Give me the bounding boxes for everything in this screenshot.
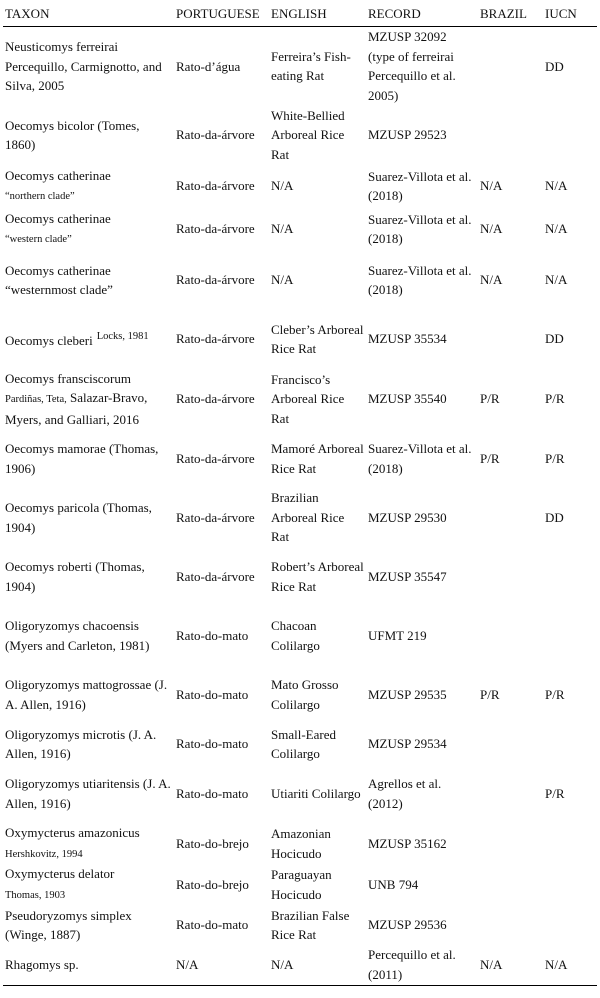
cell-portuguese: Rato-da-árvore — [176, 391, 255, 406]
cell-record: MZUSP 32092 (type of ferreirai Percequillo et al. 2005) — [368, 29, 456, 103]
cell-iucn — [543, 724, 597, 764]
header-portuguese: PORTUGUESE — [174, 4, 269, 27]
cell-taxon: Oecomys catherinae “westernmost clade” — [5, 262, 113, 297]
cell-portuguese: Rato-do-mato — [176, 736, 249, 752]
table-row — [3, 310, 597, 369]
cell-portuguese: Rato-do-mato — [176, 686, 249, 702]
cell-portuguese: Rato-do-mato — [176, 917, 249, 933]
table-row — [3, 429, 597, 488]
cell-english: N/A — [271, 178, 294, 194]
cell-english: Francisco’s Arboreal Rice Rat — [271, 371, 345, 426]
cell-iucn: P/R — [545, 391, 565, 406]
cell-record: MZUSP 29536 — [368, 917, 447, 933]
cell-iucn: DD — [545, 331, 564, 347]
table-row — [3, 945, 597, 985]
cell-iucn: N/A — [545, 272, 568, 288]
cell-record: Suarez-Villota et al. (2018) — [368, 168, 472, 203]
cell-english: Cleber’s Arboreal Rice Rat — [271, 321, 364, 356]
taxon-author: Locks, 1981 — [96, 331, 149, 343]
table-row — [3, 369, 597, 430]
table-row — [3, 864, 597, 905]
cell-record: Agrellos et al. (2012) — [368, 776, 442, 811]
taxon-author: Pardiñas, Teta, — [5, 394, 67, 405]
cell-brazil — [478, 864, 543, 905]
cell-brazil — [478, 488, 543, 547]
cell-iucn — [543, 606, 597, 665]
cell-portuguese: Rato-do-mato — [176, 785, 249, 801]
cell-portuguese: Rato-da-árvore — [176, 178, 255, 194]
cell-english: Utiariti Colilargo — [271, 785, 361, 801]
table-row — [3, 208, 597, 251]
cell-taxon: Oligoryzomys microtis (J. A. Allen, 1916) — [5, 726, 157, 761]
cell-taxon: Oecomys bicolor (Tomes, 1860) — [5, 117, 140, 152]
cell-iucn — [543, 864, 597, 905]
cell-english: Mamoré Arboreal Rice Rat — [271, 441, 364, 476]
cell-brazil — [478, 547, 543, 606]
cell-brazil: N/A — [480, 178, 503, 194]
cell-record: UFMT 219 — [368, 627, 427, 643]
cell-portuguese: Rato-do-brejo — [176, 876, 249, 892]
cell-iucn — [543, 905, 597, 945]
header-taxon: TAXON — [3, 4, 174, 27]
cell-portuguese: Rato-da-árvore — [176, 568, 255, 584]
cell-record: UNB 794 — [368, 876, 419, 892]
cell-record: MZUSP 29534 — [368, 736, 447, 752]
taxon-qualifier: “western clade” — [5, 234, 72, 245]
taxon-name: Oxymycterus delator — [5, 866, 115, 881]
cell-brazil: N/A — [480, 221, 503, 237]
header-brazil: BRAZIL — [478, 4, 543, 27]
taxon-name: Oxymycterus amazonicus — [5, 825, 140, 840]
cell-taxon: Pseudoryzomys simplex (Winge, 1887) — [5, 907, 132, 942]
cell-iucn: N/A — [543, 945, 597, 985]
cell-taxon: Oligoryzomys utiaritensis (J. A. Allen, 1916) — [5, 776, 171, 811]
table-row — [3, 488, 597, 547]
taxon-author: Hershkovitz, 1994 — [5, 848, 83, 860]
cell-record: Percequillo et al. (2011) — [366, 945, 478, 985]
cell-brazil — [478, 310, 543, 369]
cell-iucn — [543, 547, 597, 606]
cell-portuguese: Rato-da-árvore — [176, 127, 255, 143]
taxon-name: Oecomys cleberi — [5, 333, 93, 349]
cell-english: N/A — [271, 272, 294, 288]
cell-record: MZUSP 35547 — [368, 568, 447, 584]
cell-portuguese: Rato-do-mato — [176, 627, 249, 643]
table-row — [3, 547, 597, 606]
cell-taxon — [3, 864, 174, 905]
cell-iucn — [543, 823, 597, 864]
cell-taxon: Oligoryzomys chacoensis (Myers and Carleton, 1981) — [5, 618, 150, 653]
cell-record: Suarez-Villota et al. (2018) — [368, 211, 472, 246]
cell-record: Suarez-Villota et al. (2018) — [368, 262, 472, 297]
cell-taxon — [3, 369, 174, 430]
cell-taxon: Oecomys paricola (Thomas, 1904) — [5, 500, 152, 535]
taxon-author: Thomas, 1903 — [5, 889, 66, 901]
taxon-name: Oecomys catherinae — [5, 167, 111, 183]
cell-taxon: Oligoryzomys mattogrossae (J. A. Allen, 1916) — [5, 677, 168, 712]
cell-english: Paraguayan Hocicudo — [271, 867, 332, 902]
cell-iucn: N/A — [545, 221, 568, 237]
cell-taxon: Neusticomys ferreirai Percequillo, Carmignotto, and Silva, 2005 — [5, 39, 162, 93]
table-row — [3, 823, 597, 864]
cell-english: Brazilian False Rice Rat — [271, 907, 350, 942]
taxon-author-rest: Salazar-Bravo, Myers, and Galliari, 2016 — [5, 390, 148, 427]
cell-brazil: P/R — [480, 686, 500, 702]
taxon-qualifier: “northern clade” — [5, 191, 75, 202]
cell-english: Small-Eared Colilargo — [271, 726, 336, 761]
cell-portuguese: Rato-da-árvore — [176, 221, 255, 237]
cell-english: Brazilian Arboreal Rice Rat — [271, 490, 345, 545]
cell-brazil — [478, 823, 543, 864]
cell-english: Amazonian Hocicudo — [271, 826, 331, 861]
cell-brazil — [478, 724, 543, 764]
cell-brazil: P/R — [480, 391, 500, 406]
cell-brazil — [478, 27, 543, 106]
table-row — [3, 764, 597, 823]
cell-taxon — [3, 165, 174, 208]
cell-english: White-Bellied Arboreal Rice Rat — [271, 107, 345, 162]
cell-brazil: P/R — [480, 450, 500, 466]
cell-record: MZUSP 35540 — [368, 391, 447, 406]
cell-record: MZUSP 29523 — [368, 127, 447, 143]
cell-brazil — [478, 764, 543, 823]
cell-brazil: N/A — [478, 945, 543, 985]
cell-taxon — [3, 823, 174, 864]
cell-record: Suarez-Villota et al. (2018) — [368, 441, 472, 476]
header-row — [3, 4, 597, 27]
cell-brazil — [478, 106, 543, 165]
cell-brazil — [478, 606, 543, 665]
cell-english: Ferreira’s Fish-eating Rat — [271, 48, 351, 84]
cell-iucn: DD — [545, 509, 564, 525]
table-row — [3, 606, 597, 665]
header-iucn: IUCN — [543, 4, 597, 27]
cell-portuguese: Rato-d’água — [176, 58, 241, 74]
species-table — [3, 4, 597, 986]
table-row — [3, 165, 597, 208]
cell-record: MZUSP 35534 — [368, 331, 447, 347]
cell-brazil: N/A — [480, 272, 503, 288]
table-row — [3, 251, 597, 310]
cell-portuguese: Rato-da-árvore — [176, 272, 255, 288]
cell-iucn: P/R — [545, 450, 565, 466]
cell-iucn: DD — [545, 58, 564, 74]
cell-portuguese: Rato-da-árvore — [176, 509, 255, 525]
table-row — [3, 905, 597, 945]
taxon-name: Oecomys catherinae — [5, 210, 111, 226]
taxon-name: Oecomys fransciscorum — [5, 370, 131, 386]
cell-iucn: N/A — [545, 178, 568, 194]
header-record: RECORD — [366, 4, 478, 27]
cell-iucn: P/R — [545, 785, 565, 801]
cell-english: N/A — [269, 945, 366, 985]
cell-portuguese: Rato-do-brejo — [176, 835, 249, 851]
cell-english: Chacoan Colilargo — [271, 618, 320, 653]
cell-record: MZUSP 29535 — [368, 686, 447, 702]
cell-taxon — [3, 208, 174, 251]
cell-taxon: Oecomys mamorae (Thomas, 1906) — [5, 441, 159, 476]
cell-record: MZUSP 35162 — [368, 835, 447, 851]
cell-taxon: Oecomys roberti (Thomas, 1904) — [5, 559, 145, 594]
table-row — [3, 106, 597, 165]
cell-english: N/A — [271, 221, 294, 237]
cell-portuguese: Rato-da-árvore — [176, 331, 255, 347]
cell-portuguese: N/A — [174, 945, 269, 985]
cell-taxon — [3, 310, 174, 369]
cell-taxon: Rhagomys sp. — [3, 945, 174, 985]
cell-portuguese: Rato-da-árvore — [176, 450, 255, 466]
cell-iucn — [543, 106, 597, 165]
cell-english: Mato Grosso Colilargo — [271, 677, 339, 712]
cell-brazil — [478, 905, 543, 945]
table-row — [3, 665, 597, 724]
cell-english: Robert’s Arboreal Rice Rat — [271, 559, 364, 594]
header-english: ENGLISH — [269, 4, 366, 27]
cell-iucn: P/R — [545, 686, 565, 702]
table-row — [3, 27, 597, 106]
cell-record: MZUSP 29530 — [368, 509, 447, 525]
table-row — [3, 724, 597, 764]
